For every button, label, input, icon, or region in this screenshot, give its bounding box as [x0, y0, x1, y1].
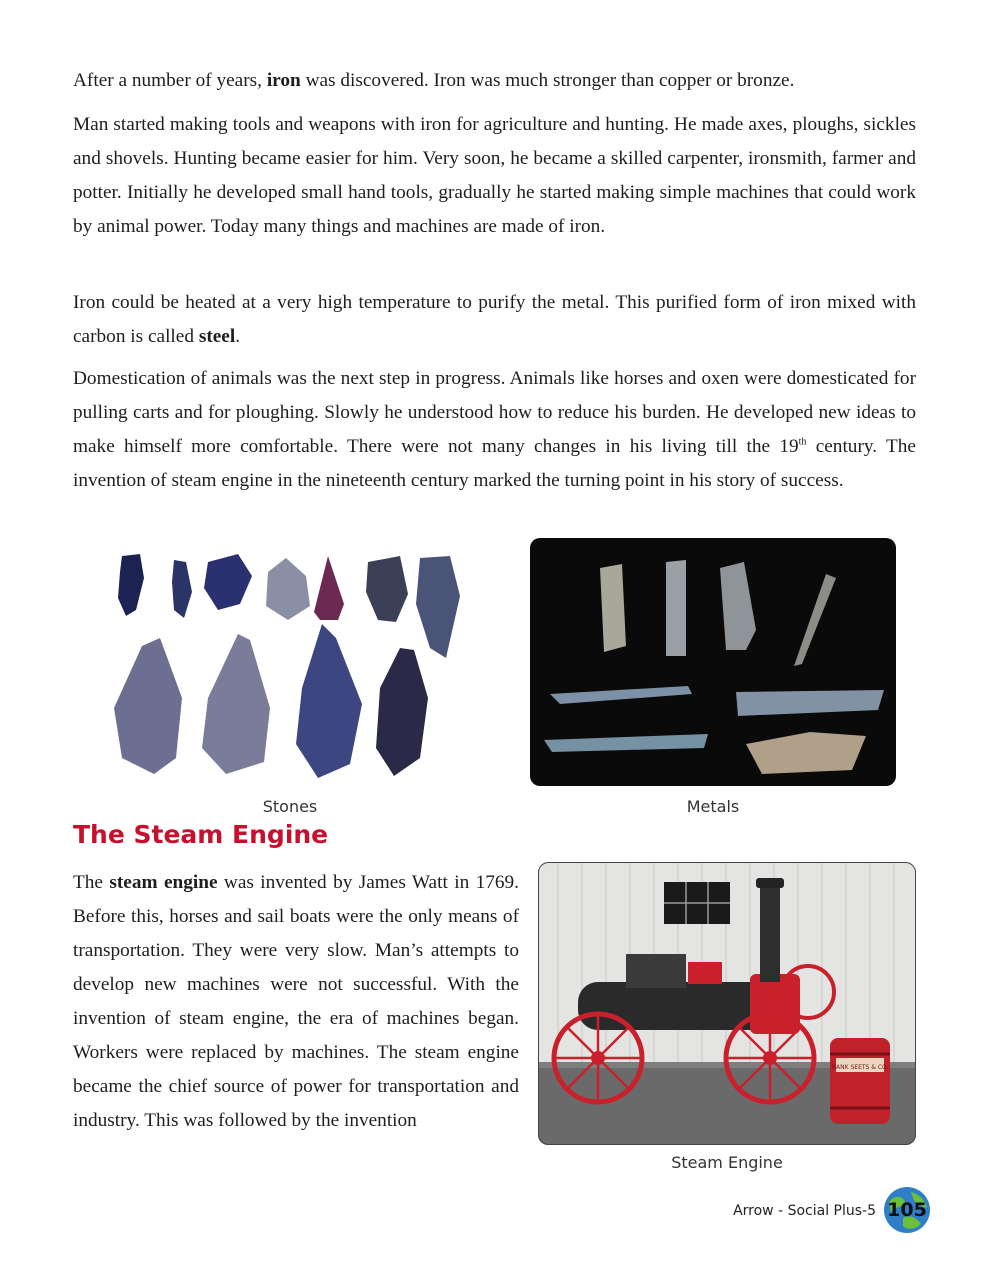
paragraph-iron-tools: Man started making tools and weapons with iron for agriculture and hunting. He made axes, ploughs, sickles and shovels. Hunting became easier for him. Very soon, he became a skilled carpenter, ironsmith, farmer and potter. Initially he developed small hand tools, gradually he started making simple machines that could work by animal power. Today many things and machines are made of iron. [73, 114, 916, 237]
bold-term-iron: iron [266, 70, 301, 91]
barrel-label: HANK SEETS & CO. [831, 1064, 889, 1071]
steam-engine-caption: Steam Engine [671, 1153, 783, 1172]
paragraph-domestication [73, 362, 916, 498]
stones-image [100, 548, 470, 788]
text: The [73, 872, 110, 893]
bold-term-steel: steel [198, 326, 236, 347]
metals-caption: Metals [686, 797, 740, 816]
text: . [235, 326, 241, 347]
superscript: th [798, 436, 807, 448]
text: After a number of years, [73, 70, 267, 91]
steam-engine-image [538, 862, 916, 1145]
text: Iron could be heated at a very high temperature to purify the metal. This purified form of iron mixed with carbon is called [73, 292, 916, 347]
text: century. The invention of steam engine in the nineteenth century marked the turning point in his story of success. [73, 436, 916, 491]
page-number: 105 [887, 1199, 927, 1221]
paragraph-iron-discovered [73, 64, 916, 98]
metals-image [530, 538, 896, 786]
section-heading: The Steam Engine [73, 820, 329, 849]
text: was invented by James Watt in 1769. Before this, horses and sail boats were the only means of transportation. They were very slow. Man’s attempts to develop new machines were not successful. With the invention of steam engine, the era of machines began. Workers were replaced by machines. The steam engine became the chief source of power for transportation and industry. This was followed by the invention [73, 872, 519, 1131]
text: Domestication of animals was the next step in progress. Animals like horses and oxen were domesticated for pulling carts and for ploughing. Slowly he understood how to reduce his burden. He developed new ideas to make himself more comfortable. There were not many changes in his living till the 19 [73, 368, 916, 457]
text: was discovered. Iron was much stronger than copper or bronze. [300, 70, 795, 91]
book-title: Arrow - Social Plus-5 [733, 1203, 876, 1219]
paragraph-steel [73, 286, 916, 354]
bold-term-steam-engine: steam engine [109, 872, 218, 893]
paragraph-steam-engine [73, 866, 519, 1138]
stones-caption: Stones [262, 797, 318, 816]
